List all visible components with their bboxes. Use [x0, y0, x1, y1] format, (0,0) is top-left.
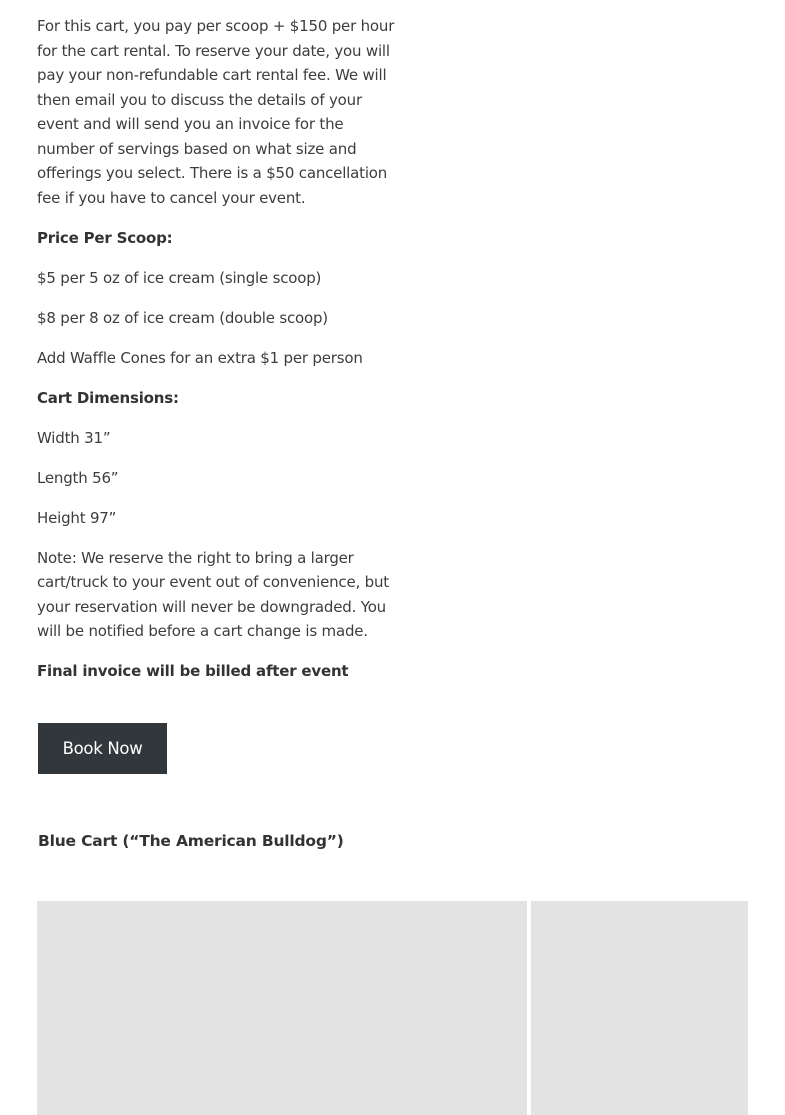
- dimension-item: Width 31”: [37, 428, 111, 447]
- price-item: $8 per 8 oz of ice cream (double scoop): [37, 308, 328, 327]
- cart-photo[interactable]: [531, 901, 748, 1115]
- intro-paragraph: For this cart, you pay per scoop + $150 per hour for the cart rental. To reserve your date, you will pay your non-refundable cart rental fee. We will then email you to discuss the details of your event and will send you an invoice for the number of servings based on what size and offerings you select. There is a $50 cancellation fee if you have to cancel your event.: [37, 17, 395, 207]
- note-paragraph: Note: We reserve the right to bring a larger cart/truck to your event out of convenience, but your reservation will never be downgraded. You will be notified before a cart change is made.: [37, 548, 389, 640]
- dimension-item: Height 97”: [37, 508, 117, 527]
- cart-photo[interactable]: [37, 901, 527, 1115]
- dimensions-heading-text: Cart Dimensions:: [37, 388, 179, 407]
- next-cart-title: Blue Cart (“The American Bulldog”): [38, 832, 344, 850]
- dimension-item: Length 56”: [37, 468, 119, 487]
- price-heading: [37, 226, 403, 251]
- book-now-button[interactable]: Book Now: [38, 723, 167, 774]
- dimensions-heading: [37, 386, 403, 411]
- final-invoice-notice: [37, 659, 403, 684]
- cart-description: [37, 14, 403, 699]
- price-item: $5 per 5 oz of ice cream (single scoop): [37, 268, 322, 287]
- price-item: Add Waffle Cones for an extra $1 per person: [37, 348, 363, 367]
- final-invoice-text: Final invoice will be billed after event: [37, 662, 349, 680]
- price-heading-text: Price Per Scoop:: [37, 228, 173, 247]
